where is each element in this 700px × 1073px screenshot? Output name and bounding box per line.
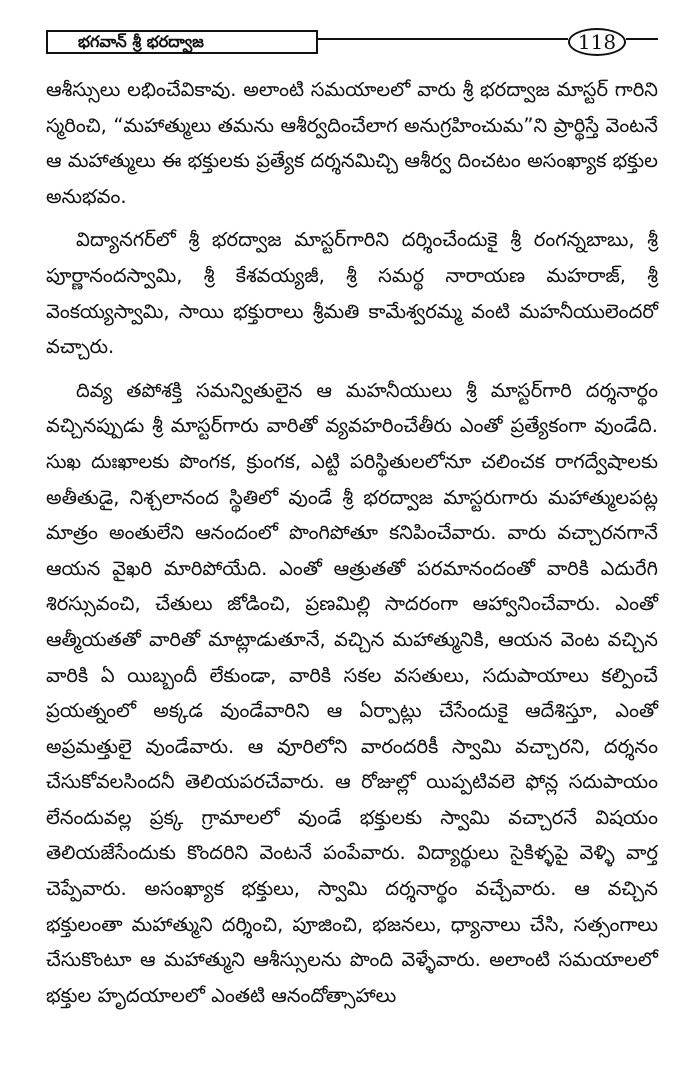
page-number: 118	[568, 28, 626, 56]
page-header	[46, 28, 658, 58]
page-body	[46, 72, 658, 1013]
header-rule	[318, 38, 568, 40]
book-title: భగవాన్ శ్రీ భరద్వాజ	[46, 30, 318, 54]
paragraph-3: దివ్య తపోశక్తి సమన్వితులైన ఆ మహనీయులు శ్రీ మాస్టర్‌గారి దర్శనార్థం వచ్చినప్పుడు శ్రీ మాస్టర్‌గారు వారితో వ్యవహరించేతీరు ఎంతో ప్రత్యేకంగా వుండేది. సుఖ దుఃఖాలకు పొంగక, క్రుంగక, ఎట్టి పరిస్థితులలోనూ చలించక రాగద్వేషాలకు అతీతుడై, నిశ్చలానంద స్థితిలో వుండే శ్రీ భరద్వాజ మాస్టరుగారు మహాత్ములపట్ల మాత్రం అంతులేని ఆనందంలో పొంగిపోతూ కనిపించేవారు. వారు వచ్చారనగానే ఆయన వైఖరి మారిపోయేది. ఎంతో ఆత్రుతతో పరమానందంతో వారికి ఎదురేగి శిరస్సువంచి, చేతులు జోడించి, ప్రణమిల్లి సాదరంగా ఆహ్వానించేవారు. ఎంతో ఆత్మీయతతో వారితో మాట్లాడుతూనే, వచ్చిన మహాత్మునికి, ఆయన వెంట వచ్చిన వారికి ఏ యిబ్బందీ లేకుండా, వారికి సకల వసతులు, సదుపాయాలు కల్పించే ప్రయత్నంలో అక్కడ వుండేవారిని ఆ ఏర్పాట్లు చేసేందుకై ఆదేశిస్తూ, ఎంతో అప్రమత్తులై వుండేవారు. ఆ వూరిలోని వారందరికీ స్వామి వచ్చారని, దర్శనం చేసుకోవలసిందనీ తెలియపరచేవారు. ఆ రోజుల్లో యిప్పటివలె ఫోన్ల సదుపాయం లేనందువల్ల ప్రక్క గ్రామాలలో వుండే భక్తులకు స్వామి వచ్చారనే విషయం తెలియజేసేందుకు కొందరిని వెంటనే పంపేవారు. విద్యార్థులు సైకిళ్ళపై వెళ్ళి వార్త చెప్పేవారు. అసంఖ్యాక భక్తులు, స్వామి దర్శనార్థం వచ్చేవారు. ఆ వచ్చిన భక్తులంతా మహాత్ముని దర్శించి, పూజించి, భజనలు, ధ్యానాలు చేసి, సత్సంగాలు చేసుకొంటూ ఆ మహాత్ముని ఆశీస్సులను పొంది వెళ్ళేవారు. అలాంటి సమయాలలో భక్తుల హృదయాలలో ఎంతటి ఆనందోత్సాహాలు	[46, 378, 658, 1007]
paragraph-2: విద్యానగర్‌లో శ్రీ భరద్వాజ మాస్టర్‌గారిని దర్శించేందుకై శ్రీ రంగన్నబాబు, శ్రీ పూర్ణానందస్వామి, శ్రీ కేశవయ్యజీ, శ్రీ సమర్థ నారాయణ మహరాజ్, శ్రీ వెంకయ్యస్వామి, సాయి భక్తురాలు శ్రీమతి కామేశ్వరమ్మ వంటి మహనీయులెందరో వచ్చారు.	[46, 228, 658, 359]
paragraph-1: ఆశీస్సులు లభించేవికావు. అలాంటి సమయాలలో వారు శ్రీ భరద్వాజ మాస్టర్ గారిని స్మరించి, “మహాత్ములు తమను ఆశీర్వదించేలాగ అనుగ్రహించుమ”ని ప్రార్థిస్తే వెంటనే ఆ మహాత్ములు ఈ భక్తులకు ప్రత్యేక దర్శనమిచ్చి ఆశీర్వ దించటం అసంఖ్యాక భక్తుల అనుభవం.	[46, 78, 658, 208]
header-rule-end	[626, 38, 658, 40]
